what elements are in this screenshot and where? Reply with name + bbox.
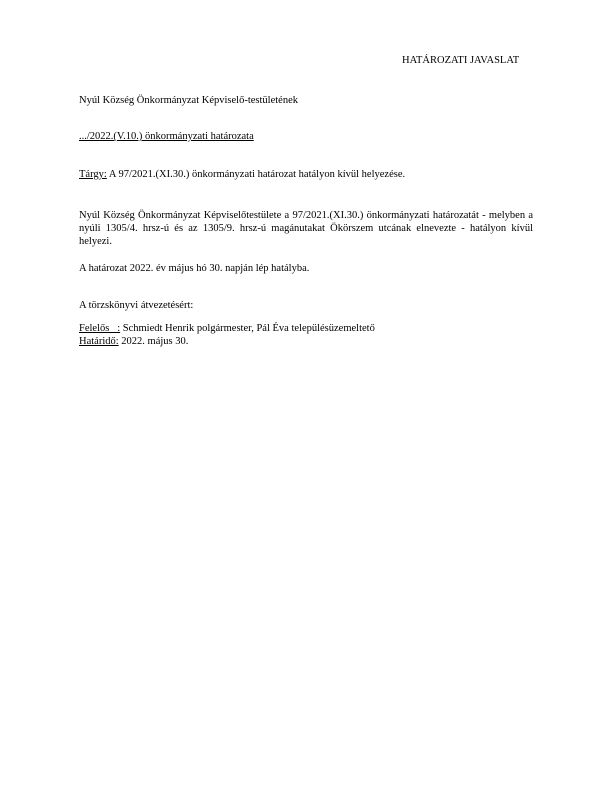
deadline-label: Határidő: — [79, 336, 119, 347]
subject-text: A 97/2021.(XI.30.) önkormányzati határozat hatályon kívül helyezése. — [106, 169, 406, 180]
subject-line — [79, 168, 405, 181]
responsible-label: Felelős : — [79, 323, 121, 334]
document-heading: HATÁROZATI JAVASLAT — [402, 55, 520, 66]
body-paragraph: Nyúl Község Önkormányzat Képviselőtestülete a 97/2021.(XI.30.) önkormányzati határozatát - melyben a nyúli 1305/4. hrsz-ú és az 1305/9. hrsz-ú magánutakat Ökörszem utcának elnevezte - hatályon kívül helyezi. — [79, 210, 533, 247]
responsible-line — [79, 322, 375, 335]
subject-label: Tárgy: — [79, 169, 107, 180]
resolution-number: .../2022.(V.10.) önkormányzati határozata — [79, 131, 254, 142]
responsible-text: Schmiedt Henrik polgármester, Pál Éva településüzemeltető — [120, 323, 375, 334]
deadline-text: 2022. május 30. — [118, 336, 189, 347]
addressee-line: Nyúl Község Önkormányzat Képviselő-testületének — [79, 95, 298, 106]
minutes-line: A törzskönyvi átvezetésért: — [79, 300, 194, 311]
deadline-line — [79, 335, 188, 348]
effective-paragraph: A határozat 2022. év május hó 30. napján lép hatályba. — [79, 263, 310, 274]
